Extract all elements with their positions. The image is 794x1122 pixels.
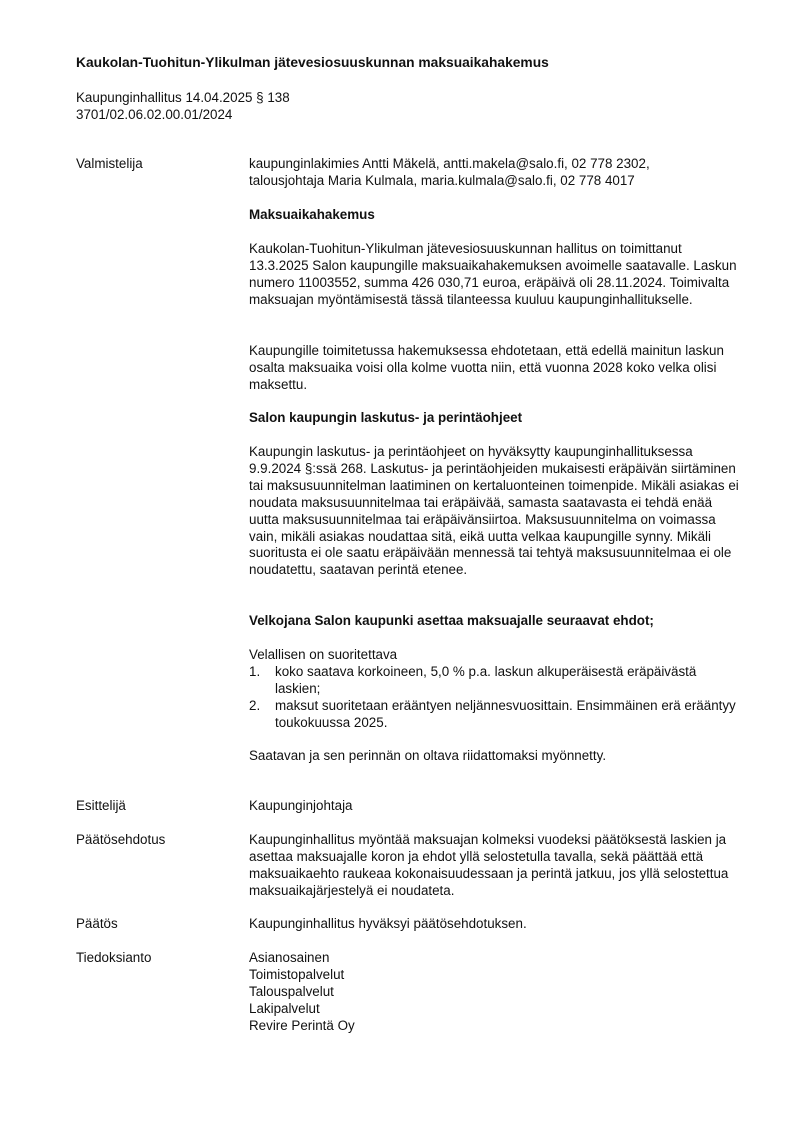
ehdot-block (249, 647, 739, 732)
record-number: 3701/02.06.02.00.01/2024 (76, 106, 233, 122)
esittelija-label: Esittelijä (76, 798, 126, 813)
paatosehdotus-label: Päätösehdotus (76, 832, 166, 847)
ehdot-heading: Velkojana Salon kaupunki asettaa maksuajalle seuraavat ehdot; (249, 613, 654, 628)
document-title: Kaukolan-Tuohitun-Ylikulman jätevesiosuuskunnan maksuaikahakemus (76, 55, 549, 70)
paatosehdotus-value: Kaupunginhallitus myöntää maksuajan kolmeksi vuodeksi päätöksestä laskien ja asettaa maksuajalle koron ja ehdot yllä selostetulla tavalla, sekä päättää että maksuaikaehto raukeaa kokonaisuudessaan ja perintä jatkuu, jos yllä selostettua maksuaikajärjestelyä ei noudateta. (249, 832, 729, 898)
list-item-text: maksut suoritetaan erääntyen neljännesvuosittain. Ensimmäinen erä erääntyy toukokuussa 2025. (275, 697, 736, 730)
paragraph-riidaton: Saatavan ja sen perinnän on oltava riidattomaksi myönnetty. (249, 748, 607, 763)
esittelija-value: Kaupunginjohtaja (249, 798, 353, 813)
maksuaikahakemus-heading: Maksuaikahakemus (249, 207, 375, 222)
valmistelija-label: Valmistelija (76, 156, 143, 171)
list-item (249, 664, 739, 698)
paatos-value: Kaupunginhallitus hyväksyi päätösehdotuksen. (249, 916, 527, 931)
tiedoksianto-label: Tiedoksianto (76, 950, 152, 965)
valmistelija-line-2: talousjohtaja Maria Kulmala, maria.kulmala@salo.fi, 02 778 4017 (249, 172, 635, 188)
valmistelija-line-1: kaupunginlakimies Antti Mäkelä, antti.makela@salo.fi, 02 778 2302, (249, 156, 650, 171)
meeting-meta (76, 90, 290, 124)
tiedoksianto-list (249, 950, 749, 1035)
list-item: Asianosainen (249, 950, 330, 965)
paragraph-ehdotus: Kaupungille toimitetussa hakemuksessa ehdotetaan, että edellä mainitun laskun osalta maksuaika voisi olla kolme vuotta niin, että vuonna 2028 koko velka olisi maksettu. (249, 343, 724, 392)
ehdot-intro: Velallisen on suoritettava (249, 647, 398, 662)
list-item: Talouspalvelut (249, 983, 334, 999)
list-item-number: 2. (249, 697, 261, 713)
list-item: Lakipalvelut (249, 1000, 320, 1016)
list-item: Toimistopalvelut (249, 966, 345, 982)
laskutus-heading: Salon kaupungin laskutus- ja perintäohjeet (249, 410, 523, 425)
paragraph-ohjeet: Kaupungin laskutus- ja perintäohjeet on hyväksytty kaupunginhallituksessa 9.9.2024 §:ssä 268. Laskutus- ja perintäohjeiden mukaisesti eräpäivän siirtäminen tai maksusuunnitelman laatiminen on kertaluonteinen toimenpide. Mikäli asiakas ei noudata maksusuunnitelmaa tai eräpäivää, samasta saatavasta ei tehdä enää uutta maksusuunnitelmaa tai eräpäivänsiirtoa. Maksusuunnitelma on voimassa vain, mikäli asiakas noudattaa sitä, eikä uutta velkaa kaupungille synny. Mikäli suoritusta ei ole saatu eräpäivään mennessä tai tehtyä maksusuunnitelmaa ei ole noudatettu, saatavan perintä etenee. (249, 444, 739, 578)
paragraph-hakemus: Kaukolan-Tuohitun-Ylikulman jätevesiosuuskunnan hallitus on toimittanut 13.3.2025 Salon kaupungille maksuaikahakemuksen avoimelle saatavalle. Laskun numero 11003552, summa 426 030,71 euroa, eräpäivä oli 28.11.2024. Toimivalta maksuajan myöntämisestä tässä tilanteessa kuuluu kaupunginhallitukselle. (249, 241, 737, 307)
list-item: Revire Perintä Oy (249, 1017, 355, 1033)
paatos-label: Päätös (76, 916, 118, 931)
list-item-number: 1. (249, 663, 261, 679)
valmistelija-content (249, 156, 749, 190)
meeting-reference: Kaupunginhallitus 14.04.2025 § 138 (76, 90, 290, 105)
list-item (249, 698, 739, 732)
ehdot-list (249, 664, 739, 732)
list-item-text: koko saatava korkoineen, 5,0 % p.a. laskun alkuperäisestä eräpäivästä laskien; (275, 663, 697, 696)
